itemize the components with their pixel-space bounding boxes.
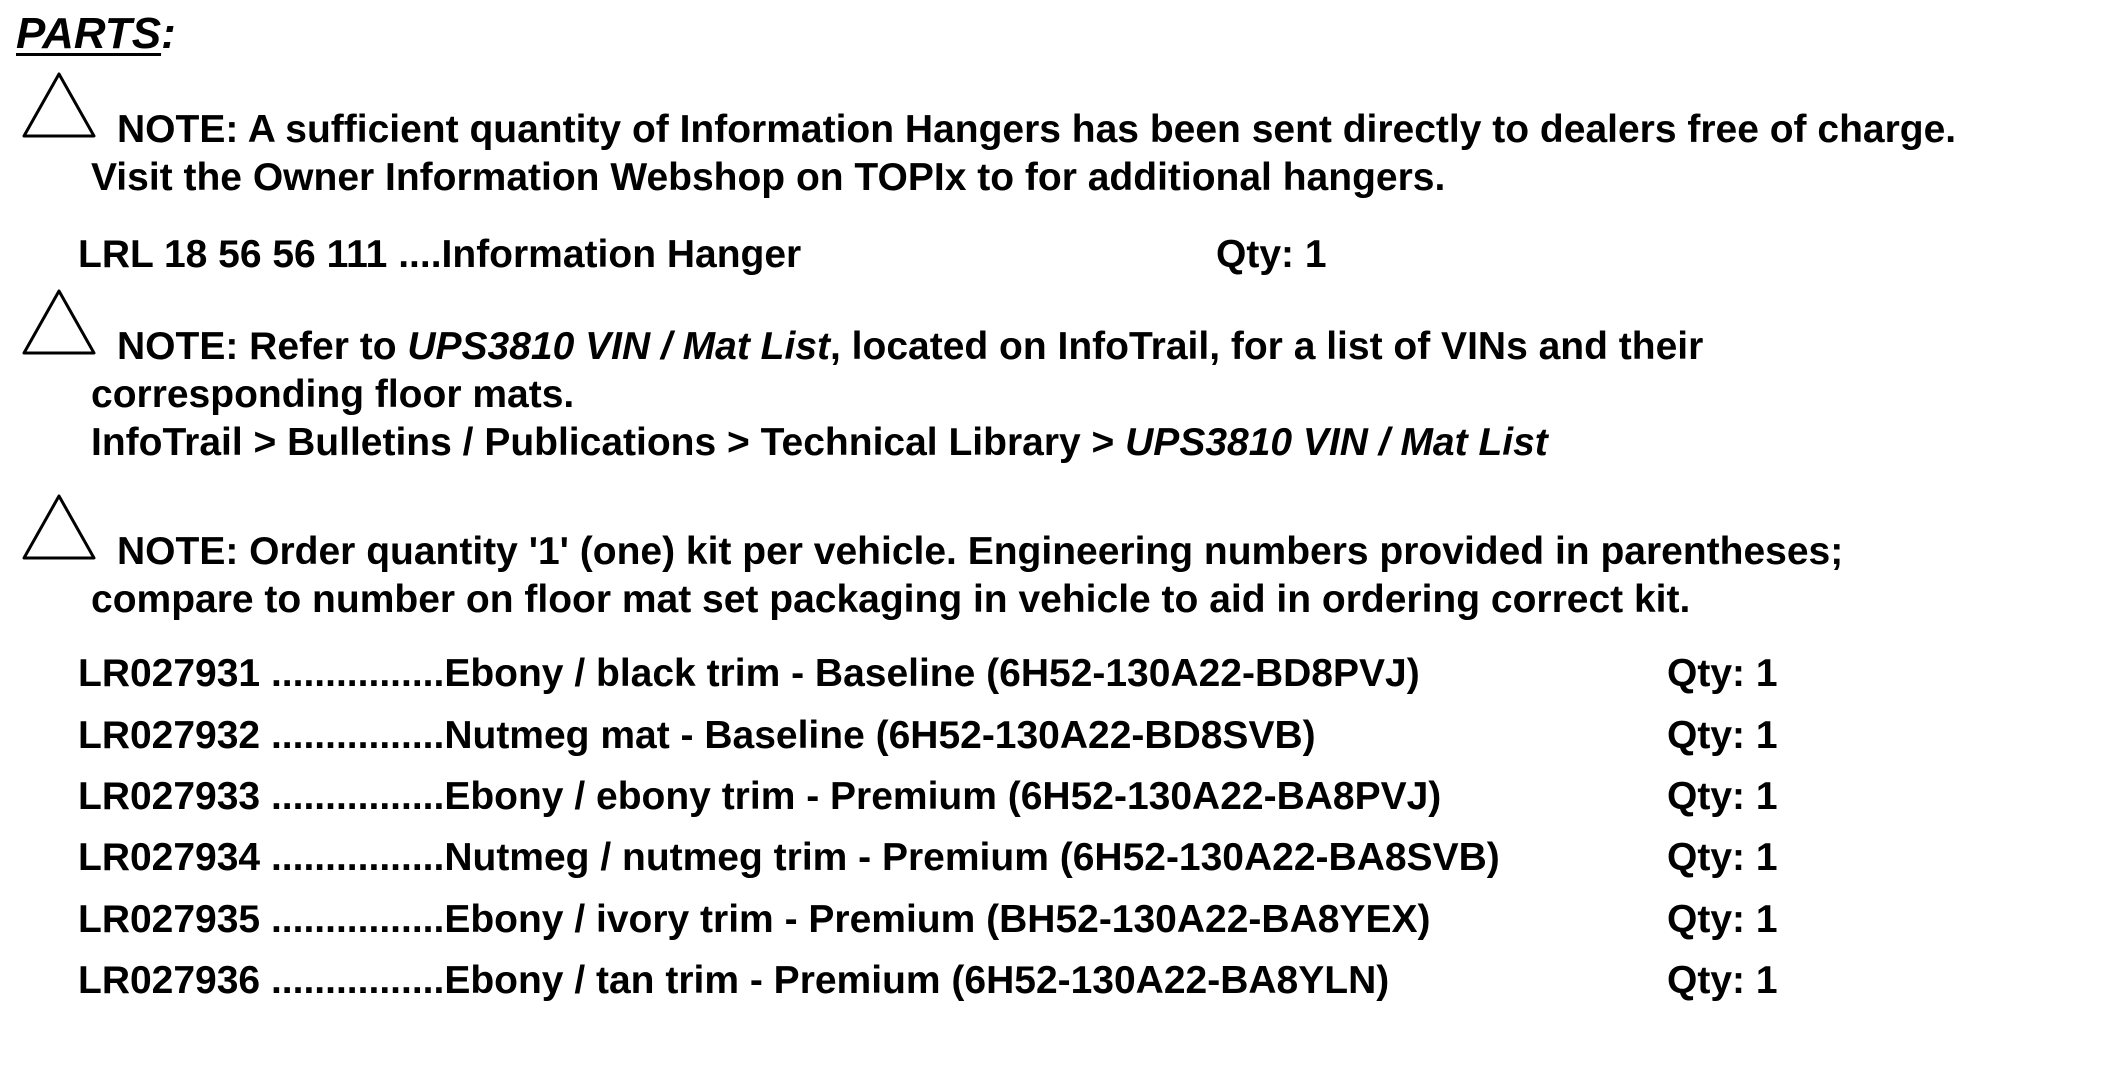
caution-triangle-icon: [20, 492, 98, 564]
note-text: , located on InfoTrail, for a list of VINs and their: [830, 325, 1704, 368]
note-line: [91, 419, 1548, 467]
parts-row: [0, 955, 2000, 1007]
note-text: compare to number on floor mat set packaging in vehicle to aid in ordering correct kit.: [91, 578, 1691, 621]
note-text: Visit the Owner Information Webshop on TOPIx to for additional hangers.: [91, 156, 1446, 199]
part-qty: Qty: 1: [1667, 775, 1778, 818]
part-entry: LR027932 ................Nutmeg mat - Baseline (6H52-130A22-BD8SVB): [78, 714, 1316, 757]
part-entry: LR027933 ................Ebony / ebony trim - Premium (6H52-130A22-BA8PVJ): [78, 775, 1442, 818]
part-entry: LR027931 ................Ebony / black trim - Baseline (6H52-130A22-BD8PVJ): [78, 652, 1420, 695]
part-qty: Qty: 1: [1216, 233, 1327, 276]
parts-row: [0, 648, 2000, 700]
document-title-ref: UPS3810 VIN / Mat List: [407, 325, 830, 368]
caution-triangle-icon: [20, 287, 98, 359]
note-line: [117, 528, 1843, 576]
note-text: InfoTrail > Bulletins / Publications > Technical Library >: [91, 421, 1126, 464]
note-text: NOTE: A sufficient quantity of Information Hangers has been sent directly to dealers free of charge.: [117, 108, 1957, 151]
parts-row: [0, 710, 2000, 762]
note-text: corresponding floor mats.: [91, 373, 575, 416]
parts-heading: [16, 6, 176, 62]
caution-triangle-icon: [20, 70, 98, 142]
part-qty: Qty: 1: [1667, 836, 1778, 879]
note-line: [117, 106, 1956, 154]
parts-heading-label: PARTS: [16, 9, 162, 58]
parts-row: [0, 832, 2000, 884]
note-line: [117, 323, 1703, 371]
part-qty: Qty: 1: [1667, 959, 1778, 1002]
note-text: NOTE: Refer to: [117, 325, 408, 368]
part-entry: LR027936 ................Ebony / tan trim - Premium (6H52-130A22-BA8YLN): [78, 959, 1390, 1002]
part-qty: Qty: 1: [1667, 714, 1778, 757]
note-text: NOTE: Order quantity '1' (one) kit per vehicle. Engineering numbers provided in parentheses;: [117, 530, 1844, 573]
part-qty: Qty: 1: [1667, 652, 1778, 695]
document-title-ref: UPS3810 VIN / Mat List: [1125, 421, 1548, 464]
parts-row: [0, 894, 2000, 946]
parts-heading-colon: :: [161, 9, 176, 58]
part-qty: Qty: 1: [1667, 898, 1778, 941]
part-entry: LRL 18 56 56 111 ....Information Hanger: [78, 233, 802, 276]
part-entry: LR027934 ................Nutmeg / nutmeg trim - Premium (6H52-130A22-BA8SVB): [78, 836, 1500, 879]
part-entry: LR027935 ................Ebony / ivory trim - Premium (BH52-130A22-BA8YEX): [78, 898, 1431, 941]
note-line: [91, 154, 1445, 202]
parts-row: [0, 771, 2000, 823]
note-line: [91, 371, 574, 419]
parts-row-hanger: [0, 229, 2000, 281]
note-line: [91, 576, 1690, 624]
